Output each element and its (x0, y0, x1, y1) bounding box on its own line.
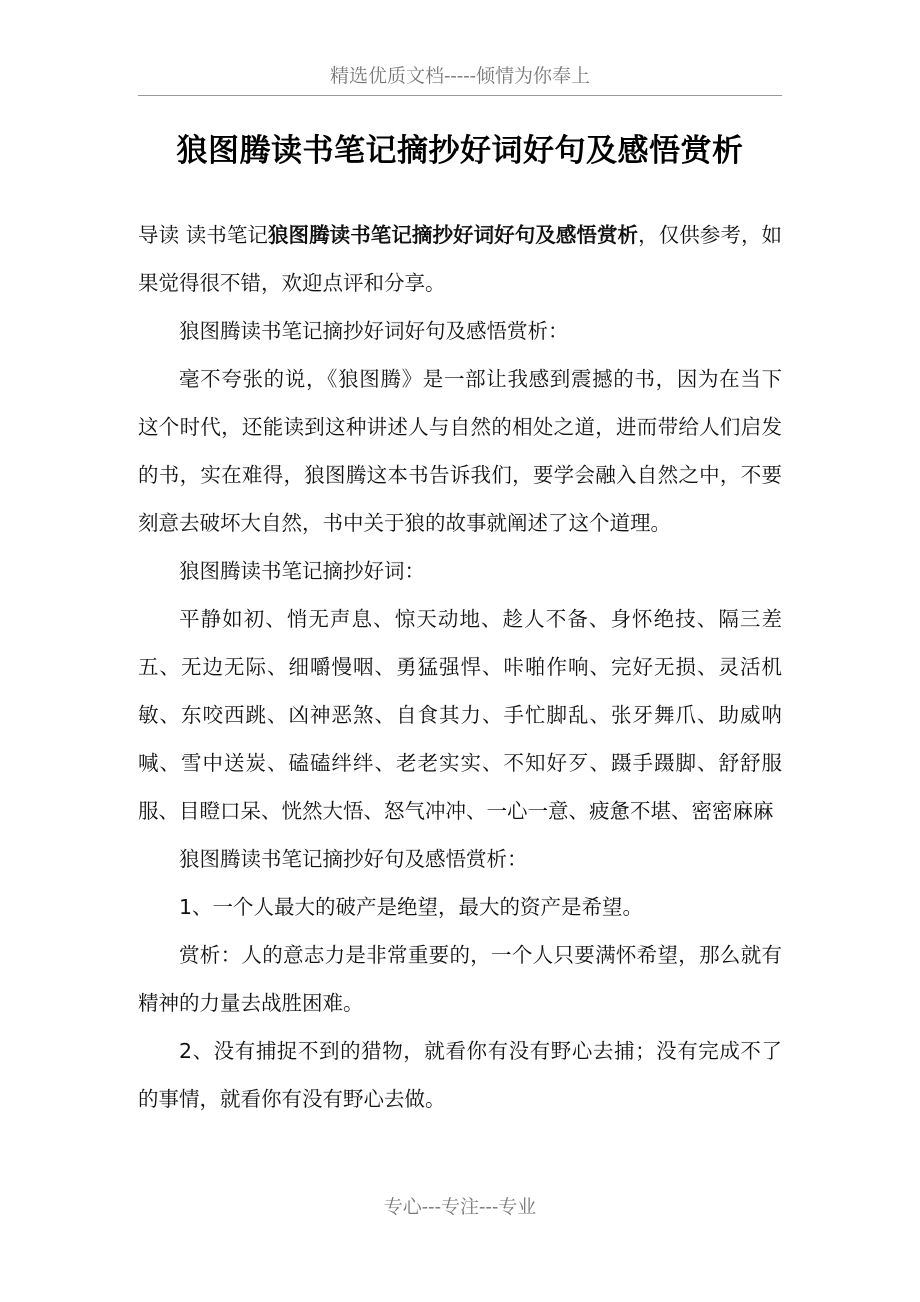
intro-paragraph (138, 211, 782, 307)
heading-appreciation: 狼图腾读书笔记摘抄好词好句及感悟赏析： (179, 319, 569, 343)
header-divider (138, 95, 782, 96)
sentence-1: 1、一个人最大的破产是绝望，最大的资产是希望。 (179, 895, 644, 919)
appreciation-paragraph: 毫不夸张的说，《狼图腾》是一部让我感到震撼的书，因为在当下这个时代，还能读到这种讲述人与自然的相处之道，进而带给人们启发的书，实在难得，狼图腾这本书告诉我们，要学会融入自然之中，不要刻意去破坏大自然，书中关于狼的故事就阐述了这个道理。 (138, 367, 782, 535)
intro-suffix: ，仅供参考，如果觉得很不错，欢迎点评和分享。 (138, 223, 783, 295)
analysis-1: 赏析：人的意志力是非常重要的，一个人只要满怀希望，那么就有精神的力量去战胜困难。 (138, 943, 782, 1015)
words-paragraph: 平静如初、悄无声息、惊天动地、趁人不备、身怀绝技、隔三差五、无边无际、细嚼慢咽、勇猛强悍、咔啪作响、完好无损、灵活机敏、东咬西跳、凶神恶煞、自食其力、手忙脚乱、张牙舞爪、助威呐喊、雪中送炭、磕磕绊绊、老老实实、不知好歹、蹑手蹑脚、舒舒服服、目瞪口呆、恍然大悟、怒气冲冲、一心一意、疲惫不堪、密密麻麻 (138, 607, 782, 823)
document-body (138, 211, 782, 1123)
page-header: 精选优质文档-----倾情为你奉上 (329, 65, 591, 87)
page-footer: 专心---专注---专业 (383, 1196, 537, 1218)
document-title: 狼图腾读书笔记摘抄好词好句及感悟赏析 (176, 133, 744, 169)
sentence-2: 2、没有捕捉不到的猎物，就看你有没有野心去捕；没有完成不了的事情，就看你有没有野心去做。 (138, 1039, 782, 1111)
intro-bold-title: 狼图腾读书笔记摘抄好词好句及感悟赏析 (267, 223, 639, 247)
intro-prefix: 导读 读书笔记 (138, 223, 268, 247)
heading-sentences: 狼图腾读书笔记摘抄好句及感悟赏析： (179, 847, 528, 871)
heading-words: 狼图腾读书笔记摘抄好词： (179, 559, 425, 583)
